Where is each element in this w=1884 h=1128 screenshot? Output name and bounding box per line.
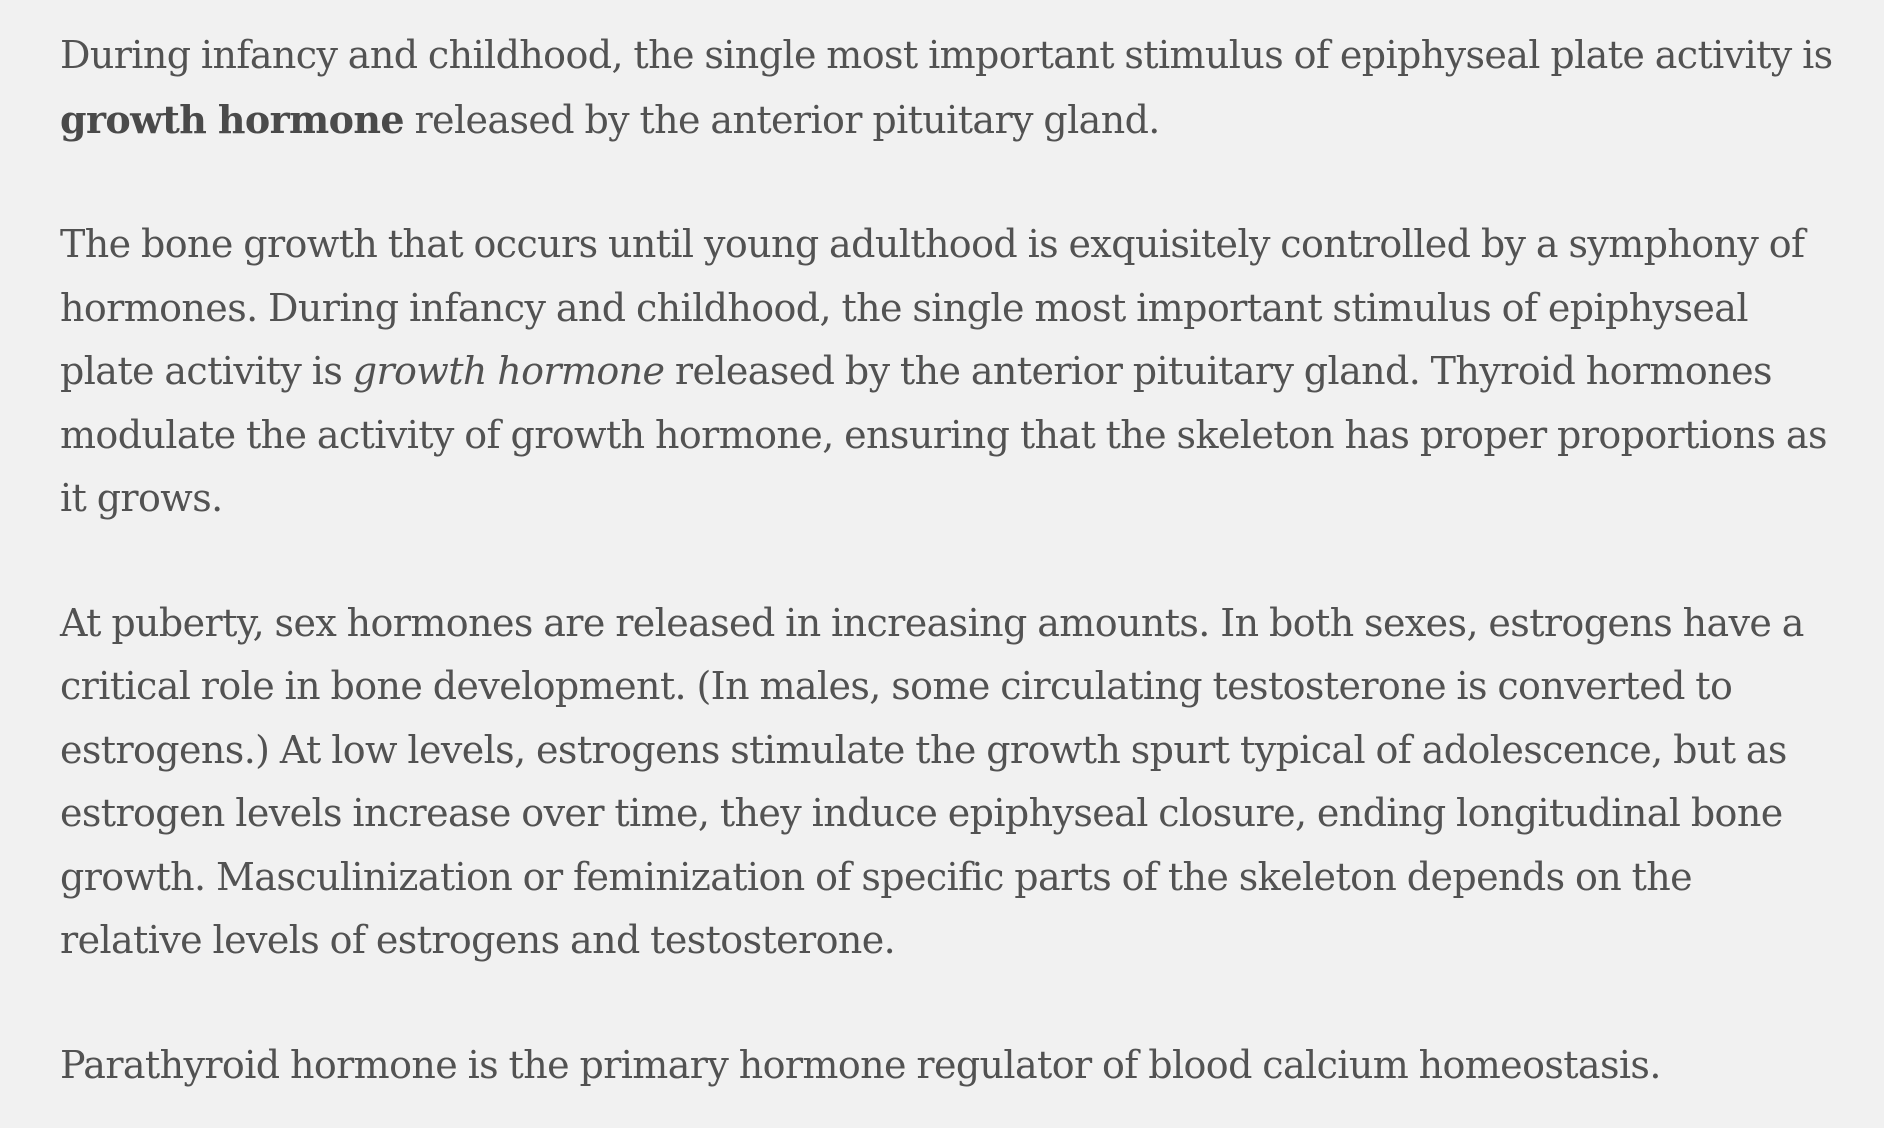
bold-term-growth-hormone: growth hormone <box>60 96 405 142</box>
paragraph-text: The bone growth that occurs until young adulthood is exquisitely controlled by a symphony of hormones. During infancy and childhood, the single most important stimulus of epiphyseal plate activity is <box>60 222 1805 393</box>
italic-term-growth-hormone: growth hormone <box>352 349 665 393</box>
paragraph-bone-growth-hormones <box>60 213 1840 531</box>
paragraph-growth-hormone-summary <box>60 24 1840 152</box>
paragraph-puberty-sex-hormones: At puberty, sex hormones are released in increasing amounts. In both sexes, estrogens have a critical role in bone development. (In males, some circulating testosterone is converted to estrogens.) At low levels, estrogens stimulate the growth spurt typical of adolescence, but as estrogen levels increase over time, they induce epiphyseal closure, ending longitudinal bone growth. Masculinization or feminization of specific parts of the skeleton depends on the relative levels of estrogens and testosterone. <box>60 600 1804 962</box>
paragraph-text: released by the anterior pituitary gland. <box>404 97 1160 142</box>
article-body <box>60 24 1840 1097</box>
paragraph-text: released by the anterior pituitary gland. Thyroid hormones modulate the activity of growth hormone, ensuring that the skeleton has proper proportions as it grows. <box>60 349 1827 520</box>
paragraph-parathyroid-hormone: Parathyroid hormone is the primary hormone regulator of blood calcium homeostasis. <box>60 1042 1661 1087</box>
paragraph-text: During infancy and childhood, the single most important stimulus of epiphyseal plate activity is <box>60 33 1833 77</box>
